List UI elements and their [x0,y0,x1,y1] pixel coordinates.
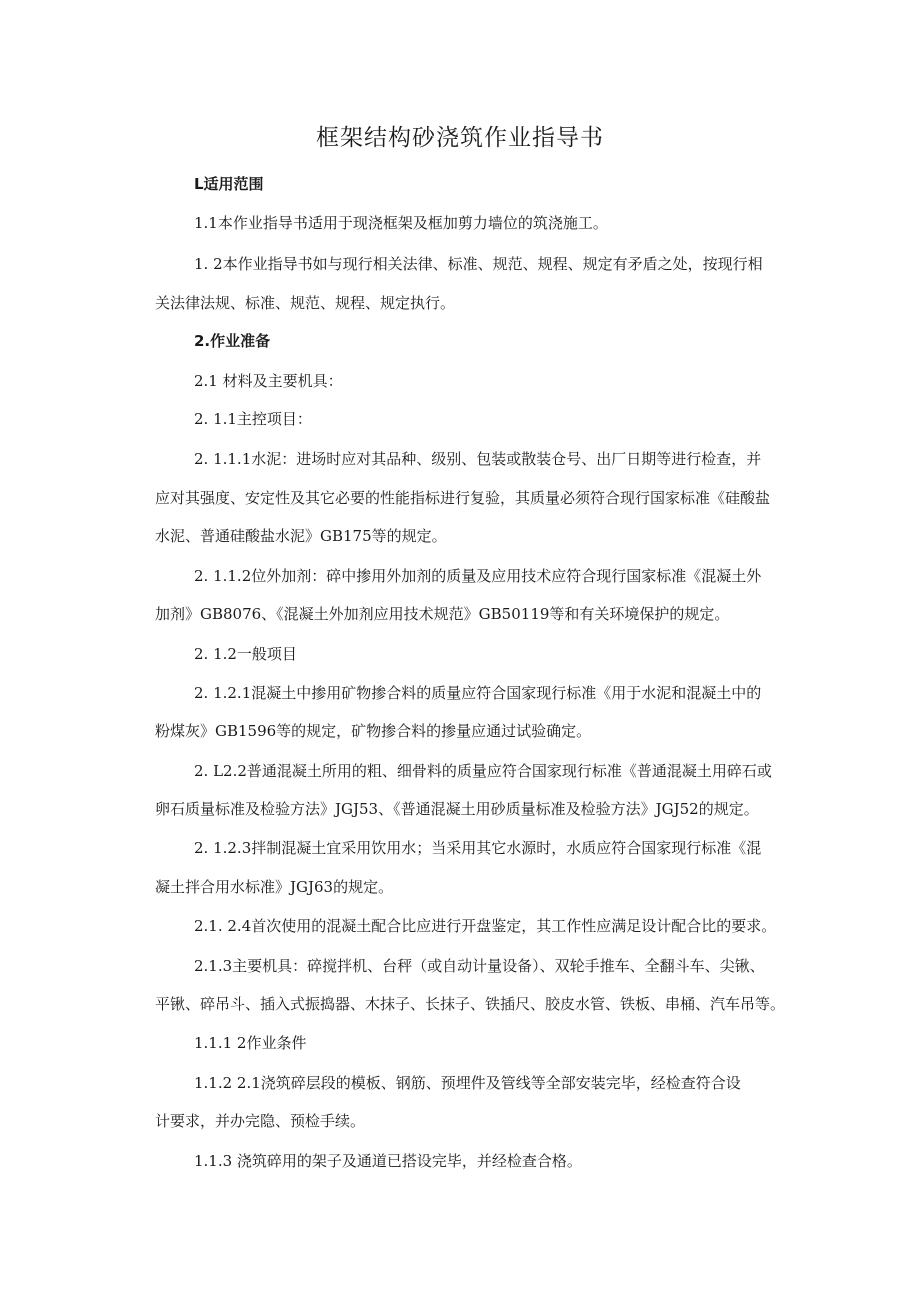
paragraph-line: 1.1本作业指导书适用于现浇框架及框加剪力墙位的筑浇施工。 [194,214,608,232]
paragraph-line: 1. 2本作业指导书如与现行相关法律、标准、规范、规程、规定有矛盾之处，按现行相 [194,255,763,273]
paragraph-line: 2.1.3主要机具：碎搅拌机、台秤（或自动计量设备）、双轮手推车、全翻斗车、尖锹、 [194,957,765,975]
paragraph-line: 应对其强度、安定性及其它必要的性能指标进行复验，其质量必须符合现行国家标准《硅酸盐 [155,489,771,507]
paragraph-line: 2. 1.1主控项目： [194,410,312,428]
document-title: 框架结构砂浇筑作业指导书 [316,125,604,151]
section-heading-preparation: 2.作业准备 [194,332,271,350]
paragraph-line: 卵石质量标准及检验方法》JGJ53、《普通混凝土用砂质量标准及检验方法》JGJ52的规定。 [155,800,759,818]
paragraph-line: 2.1. 2.4首次使用的混凝土配合比应进行开盘鉴定，其工作性应满足设计配合比的要求。 [194,917,777,935]
paragraph-line: 2.1 材料及主要机具： [194,372,343,390]
section-heading-scope: L适用范围 [194,175,264,193]
paragraph-line: 2. 1.2.3拌制混凝土宜采用饮用水；当采用其它水源时，水质应符合国家现行标准《混 [194,839,762,857]
paragraph-line: 2. 1.1.1水泥：进场时应对其品种、级别、包装或散装仓号、出厂日期等进行检查，并 [194,450,762,468]
paragraph-line: 凝土拌合用水标准》JGJ63的规定。 [155,878,394,896]
paragraph-line: 1.1.2 2.1浇筑碎层段的模板、钢筋、预埋件及管线等全部安装完毕，经检查符合设 [194,1074,741,1092]
paragraph-line: 水泥、普通硅酸盐水泥》GB175等的规定。 [155,527,447,545]
paragraph-line: 2. 1.2.1混凝土中掺用矿物掺合料的质量应符合国家现行标准《用于水泥和混凝土中的 [194,684,762,702]
paragraph-line: 2. 1.2一般项目 [194,645,297,663]
paragraph-line: 计要求，并办完隐、预检手续。 [155,1112,366,1130]
paragraph-line: 平锹、碎吊斗、插入式振捣器、木抹子、长抹子、铁插尺、胶皮水管、铁板、串桶、汽车吊等。 [155,995,786,1013]
paragraph-line: 加剂》GB8076、《混凝土外加剂应用技术规范》GB50119等和有关环境保护的规定。 [155,605,730,623]
paragraph-line: 关法律法规、标准、规范、规程、规定执行。 [155,294,456,312]
paragraph-line: 1.1.1 2作业条件 [194,1034,307,1052]
paragraph-line: 1.1.3 浇筑碎用的架子及通道已搭设完毕，并经检查合格。 [194,1152,582,1170]
paragraph-line: 粉煤灰》GB1596等的规定，矿物掺合料的掺量应通过试验确定。 [155,722,592,740]
paragraph-line: 2. L2.2普通混凝土所用的粗、细骨料的质量应符合国家现行标准《普通混凝土用碎石或 [194,762,772,780]
paragraph-line: 2. 1.1.2位外加剂：碎中掺用外加剂的质量及应用技术应符合现行国家标准《混凝土外 [194,567,762,585]
